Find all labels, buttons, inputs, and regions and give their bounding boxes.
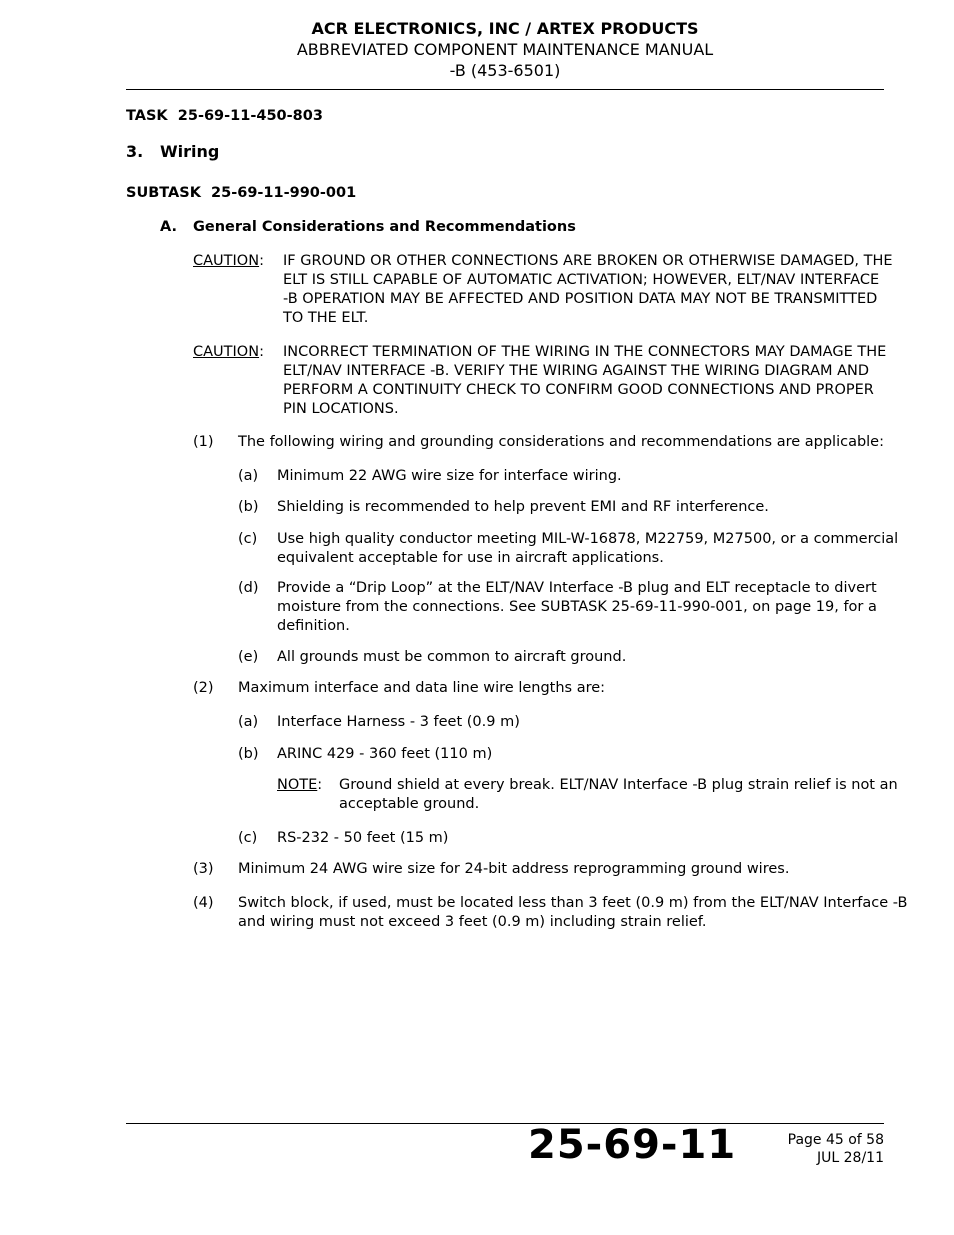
revision-date: JUL 28/11 <box>817 1150 884 1166</box>
page-number: Page 45 of 58 <box>787 1132 884 1148</box>
subitem-letter: (e) <box>238 649 259 665</box>
item-number: (3) <box>193 861 214 877</box>
subitem-text: Use high quality conductor meeting MIL-W-16878, M22759, M27500, or a commercial equivalent acceptable for use in aircraft applications. <box>277 531 899 566</box>
subsection-title: General Considerations and Recommendations <box>193 219 576 235</box>
subsection-letter: A. <box>160 219 177 235</box>
item-text: Maximum interface and data line wire lengths are: <box>238 680 606 696</box>
caution-text: IF GROUND OR OTHER CONNECTIONS ARE BROKEN OR OTHERWISE DAMAGED, THE ELT IS STILL CAPABLE OF AUTOMATIC ACTIVATION; HOWEVER, ELT/NAV INTERFACE -B OPERATION MAY BE AFFECTED AND POSITION DATA MAY NOT BE TRANSMITTED TO THE ELT. <box>283 253 893 326</box>
page-info <box>684 1131 884 1167</box>
caution-label: CAUTION: <box>193 344 264 360</box>
subitem-letter: (b) <box>238 499 259 515</box>
section-number: 3. <box>126 142 144 161</box>
note-label: NOTE: <box>277 777 323 793</box>
item-text: The following wiring and grounding considerations and recommendations are applicable: <box>238 434 884 450</box>
subitem-text: ARINC 429 - 360 feet (110 m) <box>277 746 493 762</box>
subitem-letter: (c) <box>238 531 258 547</box>
subitem-text: All grounds must be common to aircraft ground. <box>277 649 627 665</box>
item-number: (4) <box>193 895 214 911</box>
item-number: (1) <box>193 434 214 450</box>
subitem-text: RS-232 - 50 feet (15 m) <box>277 830 449 846</box>
subitem-letter: (a) <box>238 714 259 730</box>
item-text: Switch block, if used, must be located less than 3 feet (0.9 m) from the ELT/NAV Interface -B and wiring must not exceed 3 feet (0.9 m) including strain relief. <box>238 895 908 930</box>
footer-rule <box>126 1123 884 1124</box>
subitem-letter: (a) <box>238 468 259 484</box>
caution-label: CAUTION: <box>193 253 264 269</box>
manual-title: ABBREVIATED COMPONENT MAINTENANCE MANUAL <box>296 40 714 59</box>
subitem-text: Minimum 22 AWG wire size for interface wiring. <box>277 468 622 484</box>
subitem-text: Shielding is recommended to help prevent EMI and RF interference. <box>277 499 769 515</box>
header-rule <box>126 89 884 90</box>
subitem-text: Interface Harness - 3 feet (0.9 m) <box>277 714 520 730</box>
caution-text: INCORRECT TERMINATION OF THE WIRING IN THE CONNECTORS MAY DAMAGE THE ELT/NAV INTERFACE -B. VERIFY THE WIRING AGAINST THE WIRING DIAGRAM AND PERFORM A CONTINUITY CHECK TO CONFIRM GOOD CONNECTIONS AND PROPER PIN LOCATIONS. <box>283 344 887 417</box>
subitem-letter: (b) <box>238 746 259 762</box>
subtask-id: SUBTASK 25-69-11-990-001 <box>126 185 357 201</box>
subitem-letter: (c) <box>238 830 258 846</box>
subitem-letter: (d) <box>238 580 259 596</box>
company-name: ACR ELECTRONICS, INC / ARTEX PRODUCTS <box>311 19 699 38</box>
item-text: Minimum 24 AWG wire size for 24-bit address reprogramming ground wires. <box>238 861 790 877</box>
subitem-text: Provide a “Drip Loop” at the ELT/NAV Interface -B plug and ELT receptacle to divert moisture from the connections. See SUBTASK 25-69-11-990-001, on page 19, for a definition. <box>277 580 877 634</box>
section-title: Wiring <box>160 142 220 161</box>
model-number: -B (453-6501) <box>449 61 561 80</box>
task-id: TASK 25-69-11-450-803 <box>126 108 323 124</box>
note-text: Ground shield at every break. ELT/NAV Interface -B plug strain relief is not an acceptable ground. <box>339 777 898 812</box>
chapter-code: 25-69-11 <box>528 1122 737 1168</box>
item-number: (2) <box>193 680 214 696</box>
